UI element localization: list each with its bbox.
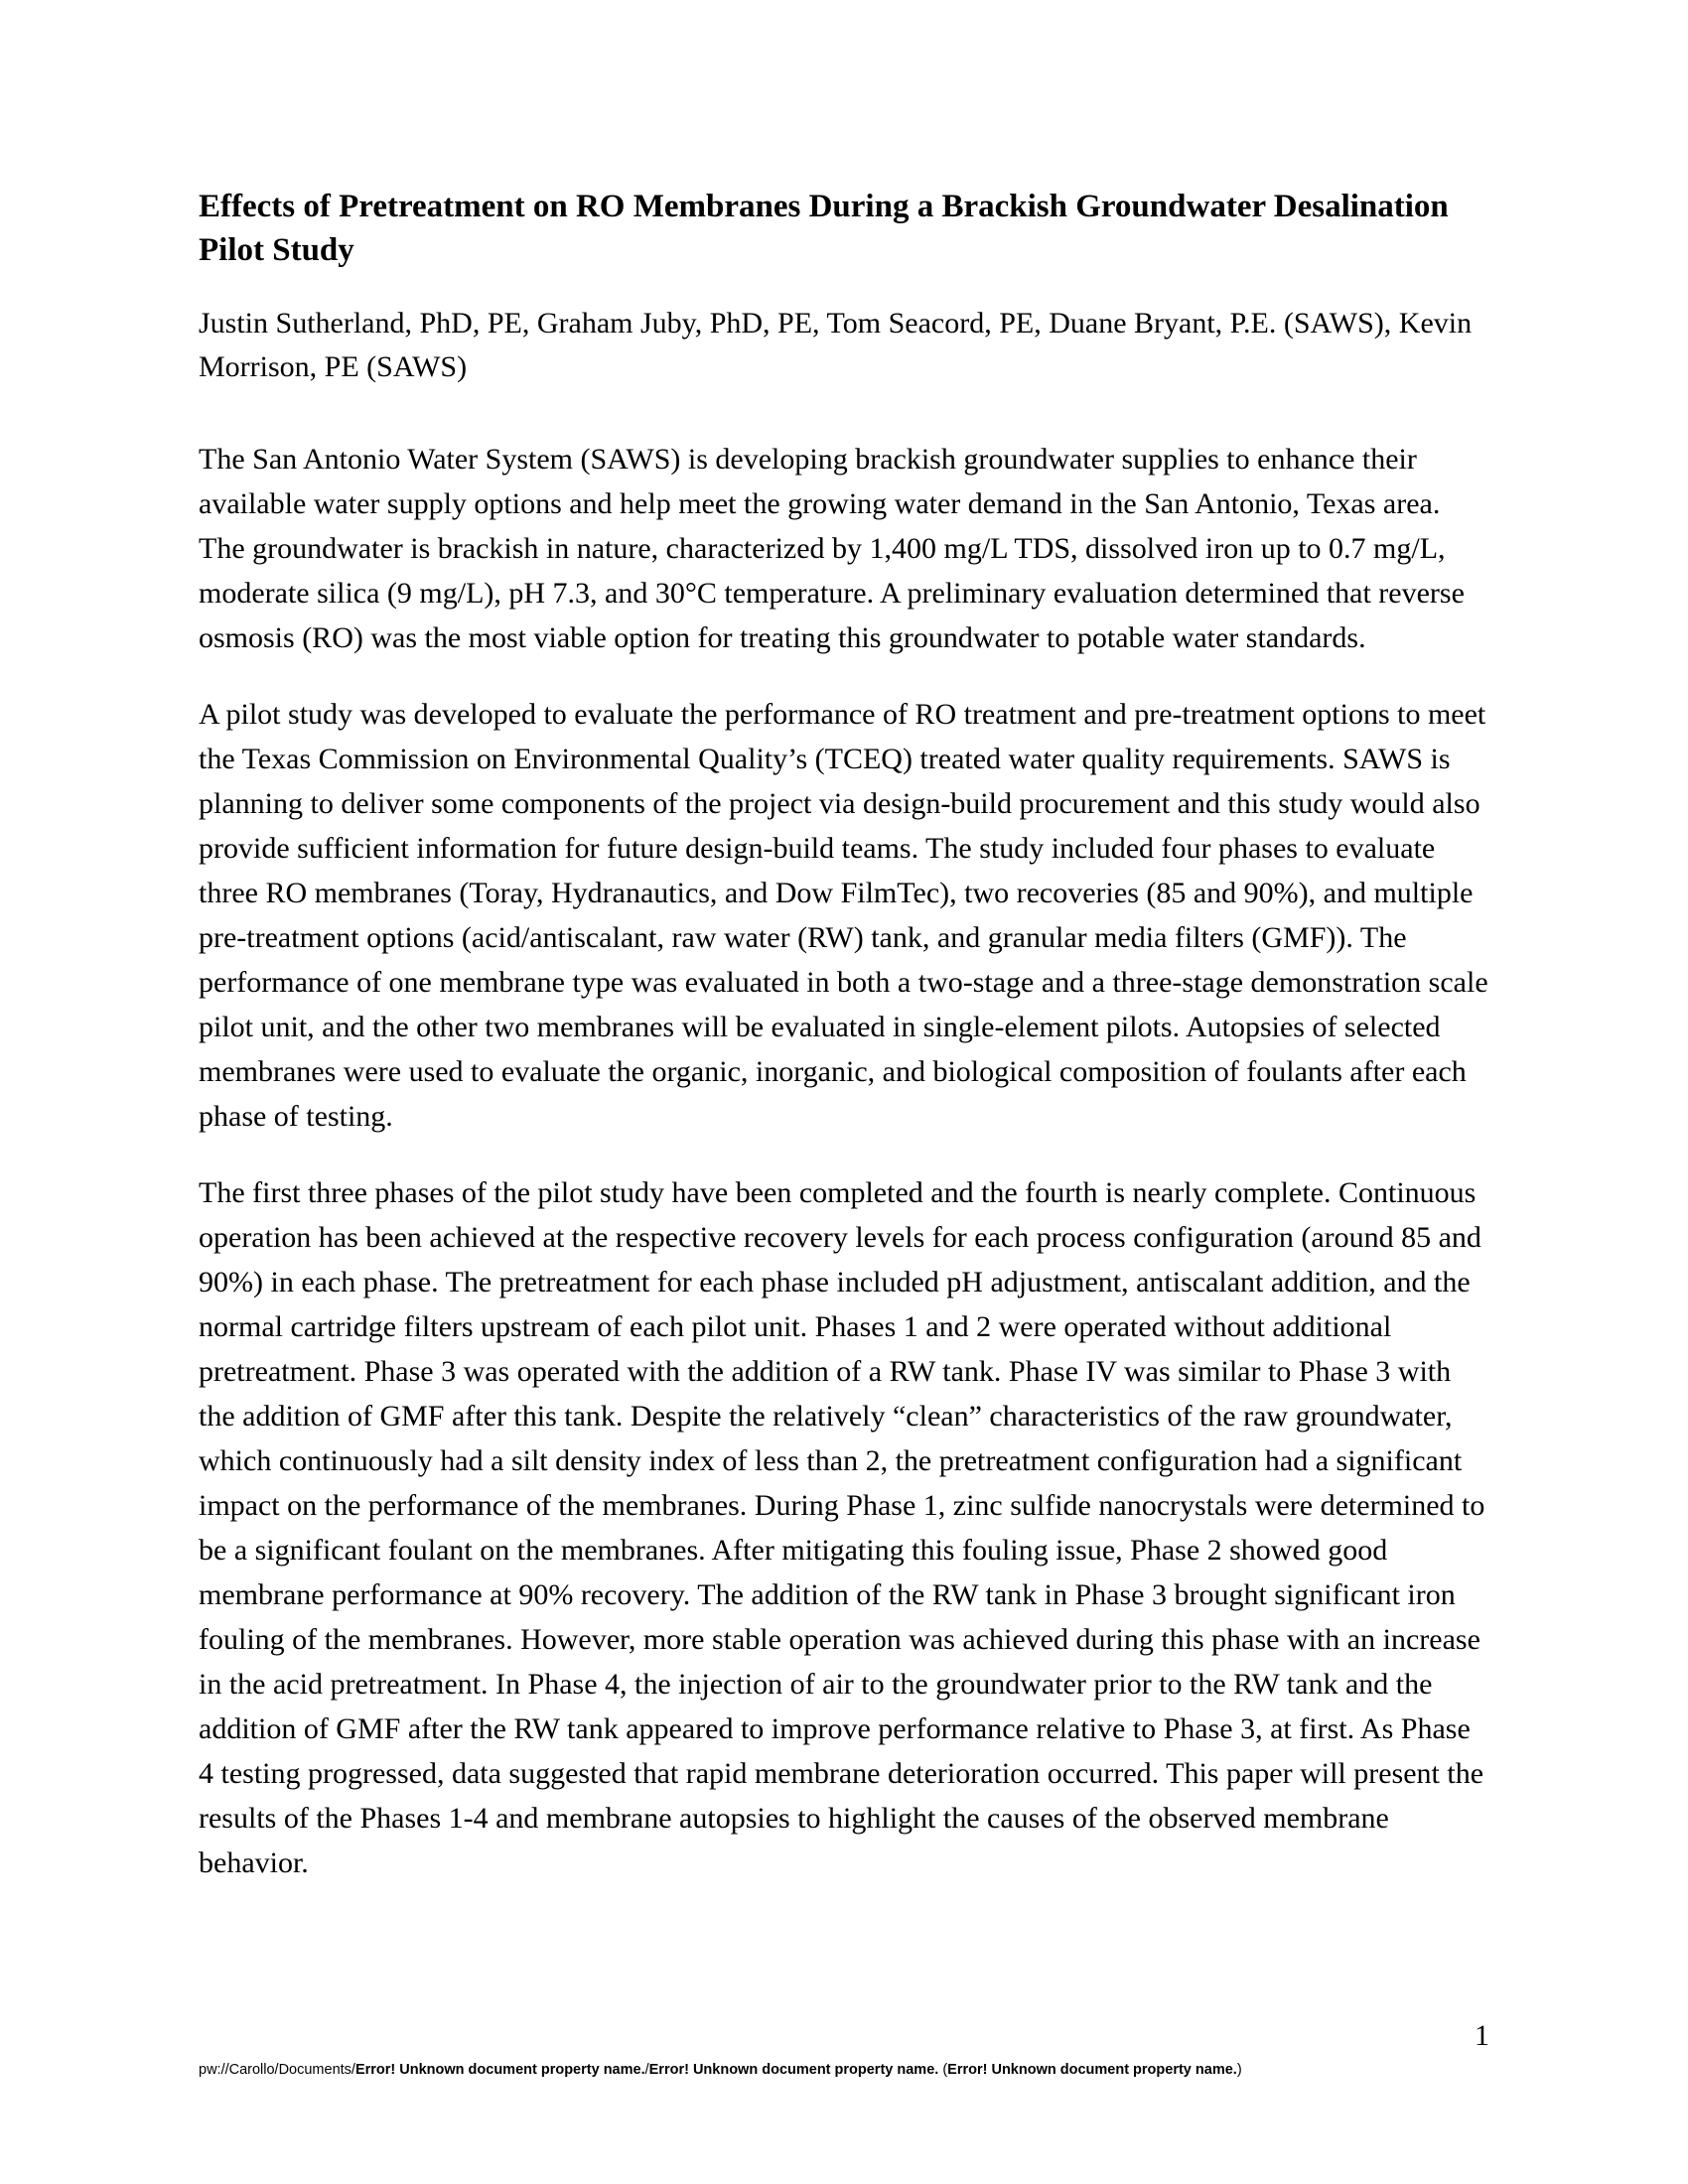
footer-separator-close-paren: ) — [1236, 2062, 1242, 2078]
abstract-paragraph-3: The first three phases of the pilot study have been completed and the fourth is nearly complete. Continuous operation has been achieved at the respective recovery levels for each process configuration (around 85 and 90%) in each phase. The pretreatment for each phase included pH adjustment, antiscalant addition, and the normal cartridge filters upstream of each pilot unit. Phases 1 and 2 were operated without additional pretreatment. Phase 3 was operated with the addition of a RW tank. Phase IV was similar to Phase 3 with the addition of GMF after this tank. Despite the relatively “clean” characteristics of the raw groundwater, which continuously had a silt density index of less than 2, the pretreatment configuration had a significant impact on the performance of the membranes. During Phase 1, zinc sulfide nanocrystals were determined to be a significant foulant on the membranes. After mitigating this fouling issue, Phase 2 showed good membrane performance at 90% recovery. The addition of the RW tank in Phase 3 brought significant iron fouling of the membranes. However, more stable operation was achieved during this phase with an increase in the acid pretreatment. In Phase 4, the injection of air to the groundwater prior to the RW tank and the addition of GMF after the RW tank appeared to improve performance relative to Phase 3, at first. As Phase 4 testing progressed, data suggested that rapid membrane deterioration occurred. This paper will present the results of the Phases 1-4 and membrane autopsies to highlight the causes of the observed membrane behavior. — [199, 1176, 1485, 1879]
authors-line: Justin Sutherland, PhD, PE, Graham Juby, PhD, PE, Tom Seacord, PE, Duane Bryant, P.E. (SAWS), Kevin Morrison, PE (SAWS) — [199, 307, 1473, 383]
footer-separator-open-paren: ( — [938, 2062, 948, 2078]
abstract-paragraph-2: A pilot study was developed to evaluate the performance of RO treatment and pre-treatment options to meet the Texas Commission on Environmental Quality’s (TCEQ) treated water quality requirements. SAWS is planning to deliver some components of the project via design-build procurement and this study would also provide sufficient information for future design-build teams. The study included four phases to evaluate three RO membranes (Toray, Hydranautics, and Dow FilmTec), two recoveries (85 and 90%), and multiple pre-treatment options (acid/antiscalant, raw water (RW) tank, and granular media filters (GMF)). The performance of one membrane type was evaluated in both a two-stage and a three-stage demonstration scale pilot unit, and the other two membranes will be evaluated in single-element pilots. Autopsies of selected membranes were used to evaluate the organic, inorganic, and biological composition of foulants after each phase of testing. — [199, 698, 1488, 1133]
footer-error-field-3: Error! Unknown document property name. — [947, 2062, 1237, 2078]
footer-path-prefix: pw://Carollo/Documents/ — [199, 2062, 355, 2078]
document-content — [199, 185, 1491, 1917]
page-number: 1 — [1475, 2019, 1489, 2052]
document-title: Effects of Pretreatment on RO Membranes During a Brackish Groundwater Desalination Pilot Study — [199, 189, 1449, 268]
footer-error-field-2: Error! Unknown document property name. — [648, 2062, 939, 2078]
footer-document-path — [199, 2061, 1242, 2079]
footer-separator-slash: / — [644, 2062, 649, 2078]
abstract-paragraph-1: The San Antonio Water System (SAWS) is developing brackish groundwater supplies to enhance their available water supply options and help meet the growing water demand in the San Antonio, Texas area. The groundwater is brackish in nature, characterized by 1,400 mg/L TDS, dissolved iron up to 0.7 mg/L, moderate silica (9 mg/L), pH 7.3, and 30°C temperature. A preliminary evaluation determined that reverse osmosis (RO) was the most viable option for treating this groundwater to potable water standards. — [199, 443, 1465, 654]
footer-error-field-1: Error! Unknown document property name. — [354, 2062, 645, 2078]
